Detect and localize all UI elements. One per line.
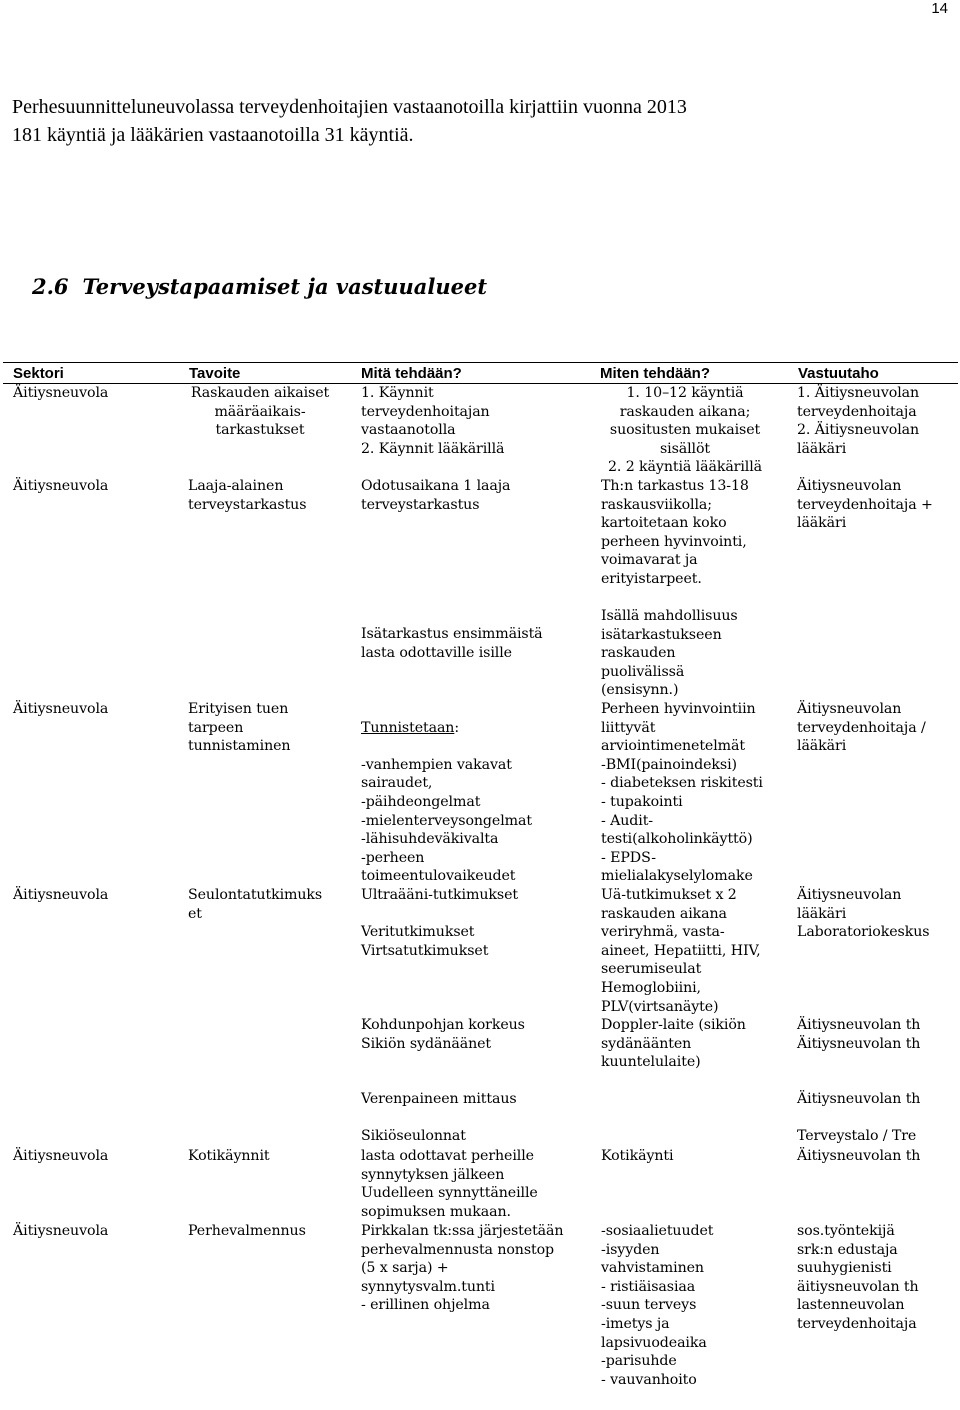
section-heading [32,274,487,299]
table-cell-mita: 1. Käynnit terveydenhoitajan vastaanotolla 2. Käynnit lääkärillä [361,385,505,457]
table-cell-mita: Ultraääni-tutkimukset Veritutkimukset Virtsatutkimukset [361,887,518,959]
table-cell-tavoite: Raskauden aikaiset määräaikais- tarkastukset [190,385,330,439]
section-number: 2.6 [32,274,69,299]
tunnistetaan-list: -vanhempien vakavat sairaudet, -päihdeongelmat -mielenterveysongelmat -lähisuhdeväkivalta -perheen toimeentulovaikeudet [361,756,532,885]
table-cell-sektori: Äitiysneuvola [13,478,109,494]
table-cell-vastuu-3: Äitiysneuvolan th [797,1091,921,1107]
table-cell-miten: Uä-tutkimukset x 2 raskauden aikana veriryhmä, vasta- aineet, Hepatiitti, HIV, seerumiseulat Hemoglobiini, PLV(virtsanäyte) Doppler-laite (sikiön sydänäänten kuuntelulaite) [601,887,761,1071]
table-cell-tavoite: Seulontatutkimuks et [188,887,323,922]
table-cell-mita: lasta odottavat perheille synnytyksen jälkeen Uudelleen synnyttäneille sopimuksen mukaan. [361,1148,538,1220]
header-mita: Mitä tehdään? [361,365,462,382]
section-title: Terveystapaamiset ja vastuualueet [82,274,488,299]
table-cell-miten: 1. 10–12 käyntiä raskauden aikana; suositusten mukaiset sisällöt 2. 2 käyntiä lääkärillä [607,385,763,476]
table-cell-vastuu: Äitiysneuvolan th [797,1148,921,1164]
table-cell-vastuu: 1. Äitiysneuvolan terveydenhoitaja 2. Äitiysneuvolan lääkäri [797,385,920,457]
table-cell-vastuu-2: Äitiysneuvolan th Äitiysneuvolan th [797,1017,921,1052]
table-cell-miten: -sosiaalietuudet -isyyden vahvistaminen - ristiäisasiaa -suun terveys -imetys ja lapsivuodeaika -parisuhde - vauvanhoito [601,1223,714,1388]
table-cell-miten: Isällä mahdollisuus isätarkastukseen raskauden puolivälissä (ensisynn.) [601,608,738,699]
table-cell-vastuu: sos.työntekijä srk:n edustaja suuhygienisti äitiysneuvolan th lastenneuvolan terveydenhoitaja [797,1223,919,1332]
table-cell-sektori: Äitiysneuvola [13,385,109,401]
table-cell-mita [361,700,532,905]
page-number: 14 [931,0,948,17]
table-cell-sektori: Äitiysneuvola [13,1223,109,1239]
table-cell-mita-2: Kohdunpohjan korkeus Sikiön sydänäänet [361,1017,525,1052]
table-cell-mita: Odotusaikana 1 laaja terveystarkastus [361,478,511,513]
table-cell-mita: Pirkkalan tk:ssa järjestetään perhevalmennusta nonstop (5 x sarja) + synnytysvalm.tunti - erillinen ohjelma [361,1223,564,1314]
table-cell-mita-3: Verenpaineen mittaus [361,1091,517,1107]
table-cell-tavoite: Laaja-alainen terveystarkastus [188,478,307,513]
table-cell-tavoite: Kotikäynnit [188,1148,270,1164]
intro-line-2: 181 käyntiä ja lääkärien vastaanotoilla 31 käyntiä. [12,124,414,146]
tunnistetaan-label-line [361,719,532,738]
intro-paragraph [12,93,942,149]
header-tavoite: Tavoite [189,365,241,382]
table-cell-mita-4: Sikiöseulonnat [361,1128,466,1144]
table-cell-vastuu: Äitiysneuvolan terveydenhoitaja / lääkäri [797,701,926,755]
table-header-row [3,363,958,384]
tunnistetaan-colon: : [454,719,460,736]
tunnistetaan-label: Tunnistetaan [361,719,455,736]
table-cell-sektori: Äitiysneuvola [13,887,109,903]
table-cell-tavoite: Erityisen tuen tarpeen tunnistaminen [188,701,291,755]
intro-line-1: Perhesuunnitteluneuvolassa terveydenhoitajien vastaanotoilla kirjattiin vuonna 2013 [12,96,687,118]
header-vastuutaho: Vastuutaho [798,365,879,382]
header-sektori: Sektori [13,365,64,382]
table-cell-sektori: Äitiysneuvola [13,701,109,717]
table-cell-miten: Th:n tarkastus 13-18 raskausviikolla; kartoitetaan koko perheen hyvinvointi, voimavarat ja erityistarpeet. [601,478,749,587]
table-cell-vastuu-4: Terveystalo / Tre [797,1128,917,1144]
table-cell-tavoite: Perhevalmennus [188,1223,306,1239]
responsibility-table [3,362,958,384]
header-miten: Miten tehdään? [600,365,711,382]
table-cell-miten: Perheen hyvinvointiin liittyvät arviointimenetelmät -BMI(painoindeksi) - diabeteksen riskitesti - tupakointi - Audit- testi(alkoholinkäyttö) - EPDS- mielialakyselylomake [601,701,763,885]
table-cell-vastuu: Äitiysneuvolan lääkäri Laboratoriokeskus [797,887,930,941]
table-cell-mita: Isätarkastus ensimmäistä lasta odottaville isille [361,626,543,661]
table-cell-vastuu: Äitiysneuvolan terveydenhoitaja + lääkäri [797,478,933,532]
table-cell-sektori: Äitiysneuvola [13,1148,109,1164]
table-cell-miten: Kotikäynti [601,1148,674,1164]
